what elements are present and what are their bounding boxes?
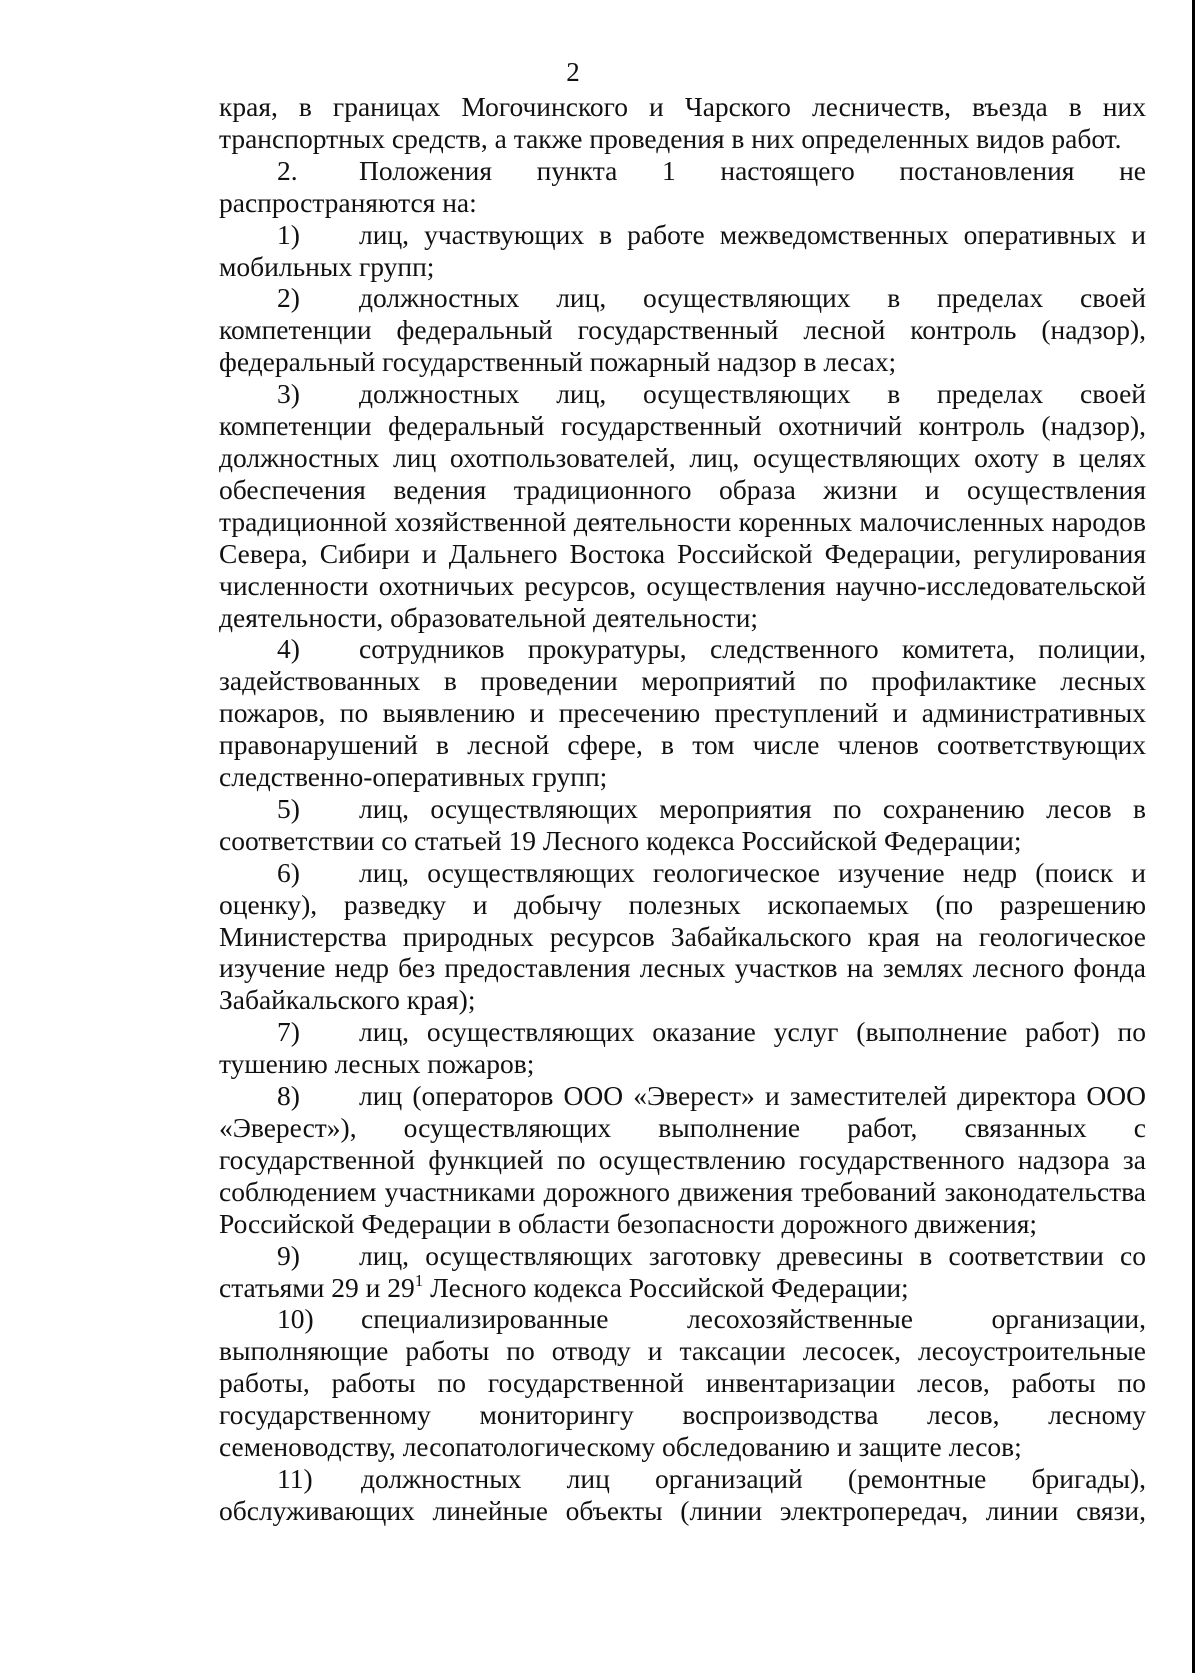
- list-item-7: [219, 1016, 1146, 1080]
- superscript: 1: [414, 1270, 424, 1290]
- list-item-text: лиц (операторов ООО «Эверест» и заместителей директора ООО «Эверест»), осуществляющих выполнение работ, связанных с государственной функцией по осуществлению государственного надзора за соблюдением участниками дорожного движения требований законодательства Российской Федерации в области безопасности дорожного движения;: [219, 1080, 1146, 1239]
- list-item-9: [219, 1240, 1146, 1304]
- list-item-4: [219, 633, 1146, 793]
- clause-2-paragraph: [219, 155, 1146, 219]
- list-item-text-tail: Лесного кодекса Российской Федерации;: [423, 1271, 909, 1303]
- list-item-number: 6): [277, 856, 300, 888]
- list-item-number: 4): [277, 633, 300, 665]
- list-item-number: 1): [277, 218, 300, 250]
- list-item-8: [219, 1080, 1146, 1240]
- list-item-number: 2): [277, 282, 300, 314]
- clause-2-text: Положения пункта 1 настоящего постановления не распространяются на:: [219, 154, 1146, 218]
- page-number: 2: [566, 57, 580, 87]
- list-item-number: 3): [277, 378, 300, 410]
- list-item-number: 8): [277, 1080, 300, 1112]
- list-item-text: лиц, участвующих в работе межведомственных оперативных и мобильных групп;: [219, 218, 1146, 282]
- list-item-10: [219, 1303, 1146, 1463]
- clause-2-number: 2.: [277, 154, 298, 186]
- list-item-text: должностных лиц, осуществляющих в пределах своей компетенции федеральный государственный лесной контроль (надзор), федеральный государственный пожарный надзор в лесах;: [219, 282, 1146, 378]
- list-item-number: 10): [277, 1303, 314, 1335]
- list-item-number: 5): [277, 792, 300, 824]
- list-item-number: 7): [277, 1016, 300, 1048]
- list-item-6: [219, 857, 1146, 1017]
- list-item-text: лиц, осуществляющих заготовку древесины в соответствии со статьями 29 и 29: [219, 1239, 1146, 1303]
- list-item-number: 11): [277, 1462, 313, 1494]
- list-item-text: специализированные лесохозяйственные организации, выполняющие работы по отводу и таксации лесосек, лесоустроительные работы, работы по государственной инвентаризации лесов, работы по государственному мониторингу воспроизводства лесов, лесному семеноводству, лесопатологическому обследованию и защите лесов;: [219, 1303, 1146, 1463]
- list-item-11: [219, 1463, 1146, 1527]
- document-body: [219, 91, 1146, 1527]
- scan-edge-line: [1192, 0, 1195, 1673]
- list-item-number: 9): [277, 1239, 300, 1271]
- list-item-1: [219, 219, 1146, 283]
- list-item-text: сотрудников прокуратуры, следственного комитета, полиции, задействованных в проведении мероприятий по профилактике лесных пожаров, по выявлению и пресечению преступлений и административных правонарушений в лесной сфере, в том числе членов соответствующих следственно-оперативных групп;: [219, 633, 1146, 793]
- list-item-2: [219, 282, 1146, 378]
- list-item-3: [219, 378, 1146, 633]
- list-item-5: [219, 793, 1146, 857]
- list-item-text: должностных лиц организаций (ремонтные бригады), обслуживающих линейные объекты (линии электропередач, линии связи,: [219, 1462, 1146, 1526]
- list-item-text: должностных лиц, осуществляющих в пределах своей компетенции федеральный государственный охотничий контроль (надзор), должностных лиц охотпользователей, лиц, осуществляющих охоту в целях обеспечения ведения традиционного образа жизни и осуществления традиционной хозяйственной деятельности коренных малочисленных народов Севера, Сибири и Дальнего Востока Российской Федерации, регулирования численности охотничьих ресурсов, осуществления научно-исследовательской деятельности, образовательной деятельности;: [219, 378, 1146, 633]
- lead-paragraph: края, в границах Могочинского и Чарского лесничеств, въезда в них транспортных средств, а также проведения в них определенных видов работ.: [219, 91, 1146, 154]
- list-item-text: лиц, осуществляющих оказание услуг (выполнение работ) по тушению лесных пожаров;: [219, 1016, 1146, 1080]
- list-item-text: лиц, осуществляющих геологическое изучение недр (поиск и оценку), разведку и добычу полезных ископаемых (по разрешению Министерства природных ресурсов Забайкальского края на геологическое изучение недр без предоставления лесных участков на землях лесного фонда Забайкальского края);: [219, 856, 1146, 1016]
- list-item-text: лиц, осуществляющих мероприятия по сохранению лесов в соответствии со статьей 19 Лесного кодекса Российской Федерации;: [219, 792, 1146, 856]
